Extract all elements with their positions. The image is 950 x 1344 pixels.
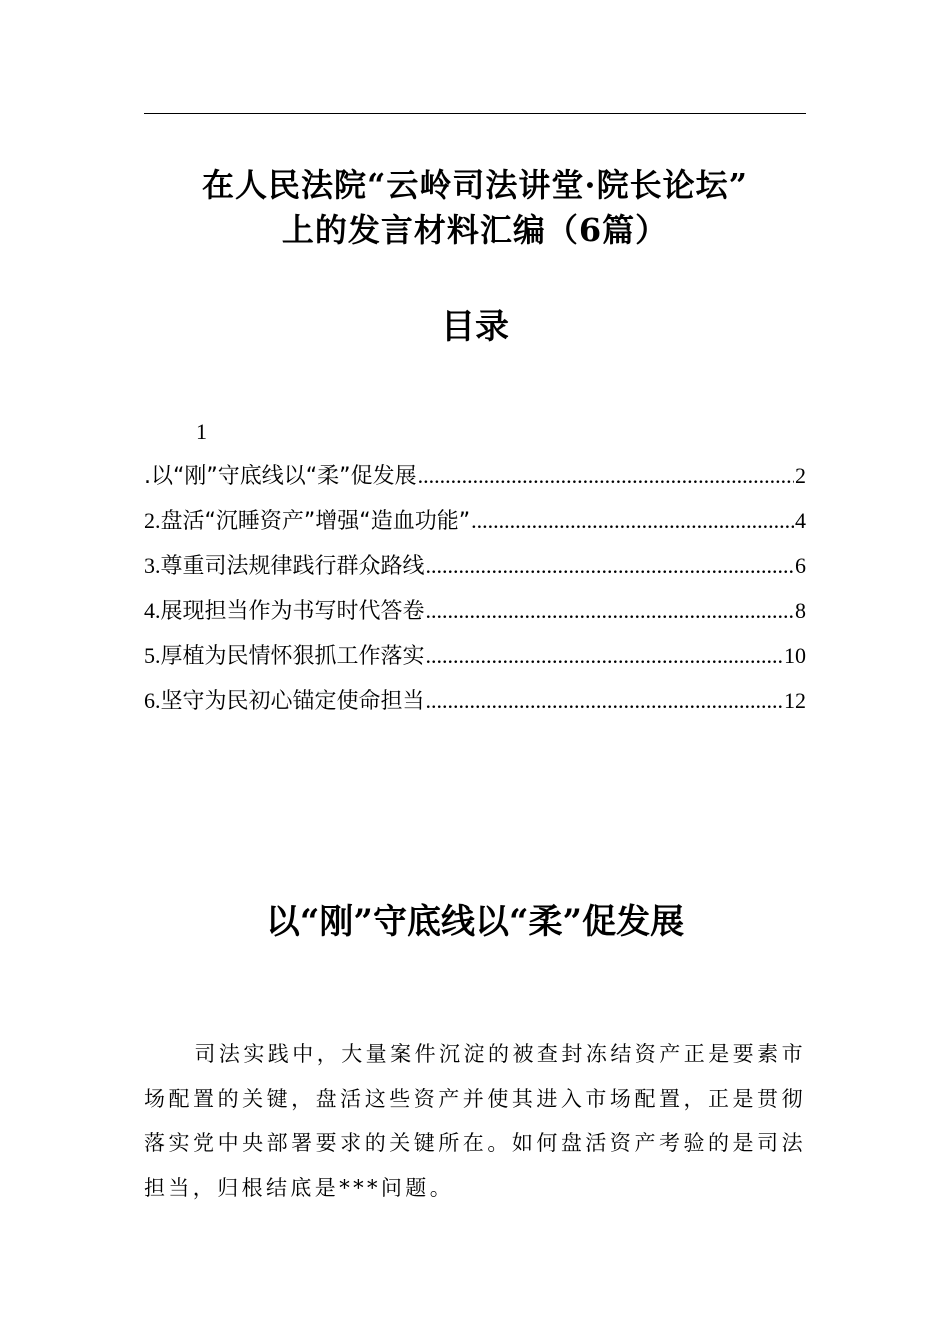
toc-leader-dots <box>426 595 794 627</box>
toc-leader-dots <box>418 460 794 492</box>
toc-entry-page: 10 <box>784 643 806 668</box>
article-title: 以“刚”守底线以“柔”促发展 <box>265 902 685 942</box>
toc-entry-page: 4 <box>795 508 806 533</box>
toc-entry-number: 5. <box>144 643 161 668</box>
toc-entry-page: 6 <box>795 553 806 578</box>
header-rule <box>144 113 806 114</box>
toc-entry-label: 尊重司法规律践行群众路线 <box>160 554 425 579</box>
toc-entry-3[interactable] <box>144 550 806 595</box>
toc-orphan-number: 1 <box>196 419 207 444</box>
toc-entry-number: 3. <box>144 553 161 578</box>
toc-heading: 目录 <box>441 307 509 347</box>
toc-entry-label: 坚守为民初心锚定使命担当 <box>160 689 425 714</box>
toc-entry-number: 6. <box>144 688 161 713</box>
toc-leader-dots <box>471 505 794 537</box>
document-title-line-2: 上的发言材料汇编（6篇） <box>281 211 669 249</box>
toc-leader-dots <box>426 685 783 717</box>
table-of-contents <box>144 460 806 730</box>
document-title-line-1: 在人民法院“云岭司法讲堂·院长论坛” <box>202 166 748 204</box>
toc-entry-label: 厚植为民情怀狠抓工作落实 <box>160 644 425 669</box>
toc-entry-number: 2. <box>144 508 161 533</box>
toc-entry-page: 12 <box>784 688 806 713</box>
toc-entry-label: .以“刚”守底线以“柔”促发展 <box>144 464 417 489</box>
toc-entry-page: 8 <box>795 598 806 623</box>
toc-leader-dots <box>426 640 783 672</box>
toc-entry-6[interactable] <box>144 685 806 730</box>
toc-entry-number: 4. <box>144 598 161 623</box>
toc-entry-label: 展现担当作为书写时代答卷 <box>160 599 425 624</box>
toc-entry-4[interactable] <box>144 595 806 640</box>
toc-entry-1[interactable] <box>144 460 806 505</box>
toc-leader-dots <box>426 550 794 582</box>
article-paragraph: 司法实践中，大量案件沉淀的被查封冻结资产正是要素市场配置的关键，盘活这些资产并使其进入市场配置，正是贯彻落实党中央部署要求的关键所在。如何盘活资产考验的是司法担当，归根结底是***问题。 <box>144 1042 806 1200</box>
toc-entry-label: 盘活“沉睡资产”增强“造血功能” <box>160 509 471 534</box>
toc-entry-5[interactable] <box>144 640 806 685</box>
toc-entry-2[interactable] <box>144 505 806 550</box>
toc-entry-page: 2 <box>795 463 806 488</box>
